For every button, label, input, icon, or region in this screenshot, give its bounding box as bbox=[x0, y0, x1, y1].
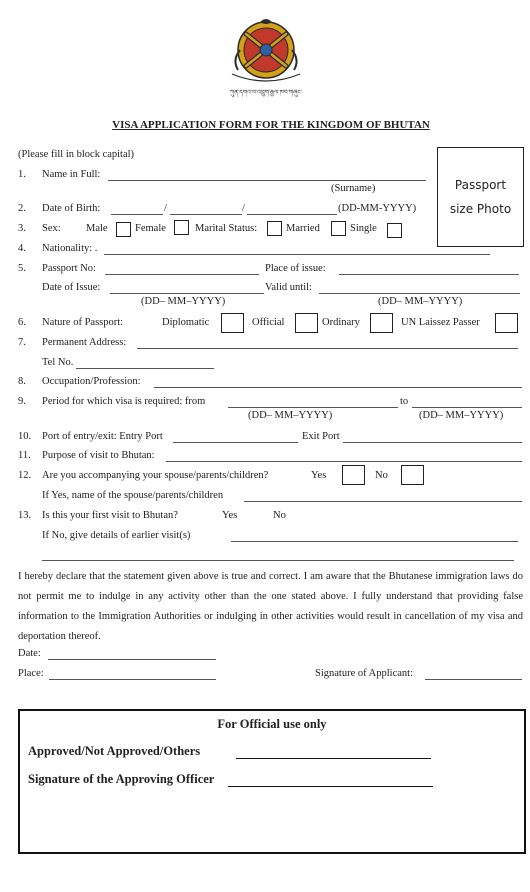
female-checkbox[interactable] bbox=[174, 220, 189, 235]
tel-label: Tel No. bbox=[42, 357, 74, 368]
surname-note: (Surname) bbox=[331, 183, 376, 194]
place-issue-input[interactable] bbox=[339, 274, 519, 275]
item-number: 3. bbox=[18, 223, 26, 234]
female-label: Female bbox=[135, 223, 166, 234]
un-label: UN Laissez Passer bbox=[401, 317, 480, 328]
item-number: 2. bbox=[18, 203, 26, 214]
married-checkbox[interactable] bbox=[331, 221, 346, 236]
valid-until-input[interactable] bbox=[319, 293, 520, 294]
item-number: 8. bbox=[18, 376, 26, 387]
item-number: 1. bbox=[18, 169, 26, 180]
period-from-input[interactable] bbox=[228, 407, 398, 408]
exit-port-input[interactable] bbox=[343, 442, 522, 443]
date-input[interactable] bbox=[48, 659, 216, 660]
valid-until-label: Valid until: bbox=[265, 282, 312, 293]
address-label: Permanent Address: bbox=[42, 337, 127, 348]
accompany-label: Are you accompanying your spouse/parents/children? bbox=[42, 470, 269, 481]
period-from-format: (DD– MM–YYYY) bbox=[248, 410, 333, 421]
form-title: VISA APPLICATION FORM FOR THE KINGDOM OF BHUTAN bbox=[112, 119, 430, 131]
marital-label: Marital Status: bbox=[195, 223, 258, 234]
officer-signature-label: Signature of the Approving Officer bbox=[28, 772, 215, 786]
earlier-visits-label: If No, give details of earlier visit(s) bbox=[42, 530, 191, 541]
dob-month-input[interactable] bbox=[170, 214, 242, 215]
valid-until-format: (DD– MM–YYYY) bbox=[378, 296, 463, 307]
male-checkbox[interactable] bbox=[116, 222, 131, 237]
period-label: Period for which visa is required: from bbox=[42, 396, 206, 407]
place-label: Place: bbox=[18, 668, 44, 679]
nationality-input[interactable] bbox=[104, 254, 490, 255]
dob-day-input[interactable] bbox=[111, 214, 163, 215]
accompany-no-checkbox[interactable] bbox=[401, 465, 424, 485]
entry-port-input[interactable] bbox=[173, 442, 298, 443]
accompany-name-label: If Yes, name of the spouse/parents/children bbox=[42, 490, 224, 501]
occupation-input[interactable] bbox=[154, 387, 522, 388]
ordinary-checkbox[interactable] bbox=[370, 313, 393, 333]
official-checkbox[interactable] bbox=[295, 313, 318, 333]
passport-no-input[interactable] bbox=[105, 274, 259, 275]
official-use-box bbox=[18, 709, 526, 854]
officer-signature-input[interactable] bbox=[228, 786, 433, 787]
un-checkbox[interactable] bbox=[495, 313, 518, 333]
diplomatic-checkbox[interactable] bbox=[221, 313, 244, 333]
photo-label-line1: Passport bbox=[454, 178, 507, 192]
item-number: 13. bbox=[18, 510, 32, 521]
approved-label: Approved/Not Approved/Others bbox=[28, 744, 201, 758]
tel-input[interactable] bbox=[76, 368, 214, 369]
period-to-label: to bbox=[400, 396, 409, 407]
first-visit-label: Is this your first visit to Bhutan? bbox=[42, 510, 178, 521]
official-use-heading: For Official use only bbox=[217, 717, 327, 731]
accompany-yes-checkbox[interactable] bbox=[342, 465, 365, 485]
accompany-name-input[interactable] bbox=[244, 501, 522, 502]
item-number: 12. bbox=[18, 470, 32, 481]
diplomatic-label: Diplomatic bbox=[162, 317, 210, 328]
item-number: 5. bbox=[18, 263, 26, 274]
dob-slash: / bbox=[164, 203, 167, 214]
port-label: Port of entry/exit: Entry Port bbox=[42, 431, 163, 442]
date-issue-label: Date of Issue: bbox=[42, 282, 101, 293]
occupation-label: Occupation/Profession: bbox=[42, 376, 141, 387]
emblem-script: ཀུན་དགའ་བ་འབྲུག་རྒྱལ་ཁབ་གཞུང་ bbox=[229, 89, 303, 96]
name-input[interactable] bbox=[108, 180, 426, 181]
approved-input[interactable] bbox=[236, 758, 431, 759]
date-label: Date: bbox=[18, 648, 41, 659]
item-number: 4. bbox=[18, 243, 26, 254]
signature-input[interactable] bbox=[425, 679, 522, 680]
declaration-text: I hereby declare that the statement given above is true and correct. I am aware that the Bhutanese immigration laws do not permit me to indulge in any activity other than the one stated above. I fully understand that providing false information to the Immigration Authorities or indulging in other activities would result in cancellation of my visa and deportation thereof. bbox=[18, 571, 523, 642]
date-issue-format: (DD– MM–YYYY) bbox=[141, 296, 226, 307]
official-label: Official bbox=[252, 317, 285, 328]
sex-label: Sex: bbox=[42, 223, 61, 234]
place-input[interactable] bbox=[49, 679, 216, 680]
address-input[interactable] bbox=[137, 348, 518, 349]
place-issue-label: Place of issue: bbox=[265, 263, 326, 274]
photo-label-line2: size Photo bbox=[449, 202, 512, 216]
nationality-label: Nationality: . bbox=[42, 243, 98, 254]
marital-status-checkbox[interactable] bbox=[267, 221, 282, 236]
male-label: Male bbox=[86, 223, 108, 234]
exit-port-label: Exit Port bbox=[302, 431, 340, 442]
passport-photo-box[interactable] bbox=[437, 147, 524, 247]
item-number: 11. bbox=[18, 450, 31, 461]
dob-year-input[interactable] bbox=[247, 214, 337, 215]
earlier-visits-input[interactable] bbox=[231, 541, 518, 542]
signature-label: Signature of Applicant: bbox=[315, 668, 413, 679]
period-to-input[interactable] bbox=[412, 407, 522, 408]
purpose-label: Purpose of visit to Bhutan: bbox=[42, 450, 155, 461]
item-number: 7. bbox=[18, 337, 26, 348]
earlier-visits-input-2[interactable] bbox=[42, 560, 514, 561]
first-visit-yes-option[interactable]: Yes bbox=[222, 510, 238, 521]
dob-format: (DD-MM-YYYY) bbox=[338, 203, 417, 214]
first-visit-no-option[interactable]: No bbox=[273, 510, 286, 521]
nature-label: Nature of Passport: bbox=[42, 317, 124, 328]
single-label: Single bbox=[350, 223, 377, 234]
dob-label: Date of Birth: bbox=[42, 203, 101, 214]
married-label: Married bbox=[286, 223, 320, 234]
item-number: 10. bbox=[18, 431, 32, 442]
instruction-text: (Please fill in block capital) bbox=[18, 149, 135, 160]
dob-slash: / bbox=[242, 203, 245, 214]
item-number: 6. bbox=[18, 317, 26, 328]
period-to-format: (DD– MM–YYYY) bbox=[419, 410, 504, 421]
accompany-no-label: No bbox=[375, 470, 388, 481]
accompany-yes-label: Yes bbox=[311, 470, 327, 481]
ordinary-label: Ordinary bbox=[322, 317, 360, 328]
name-label: Name in Full: bbox=[42, 169, 101, 180]
passport-no-label: Passport No: bbox=[42, 263, 96, 274]
date-issue-input[interactable] bbox=[110, 293, 264, 294]
purpose-input[interactable] bbox=[166, 461, 522, 462]
item-number: 9. bbox=[18, 396, 26, 407]
single-checkbox[interactable] bbox=[387, 223, 402, 238]
